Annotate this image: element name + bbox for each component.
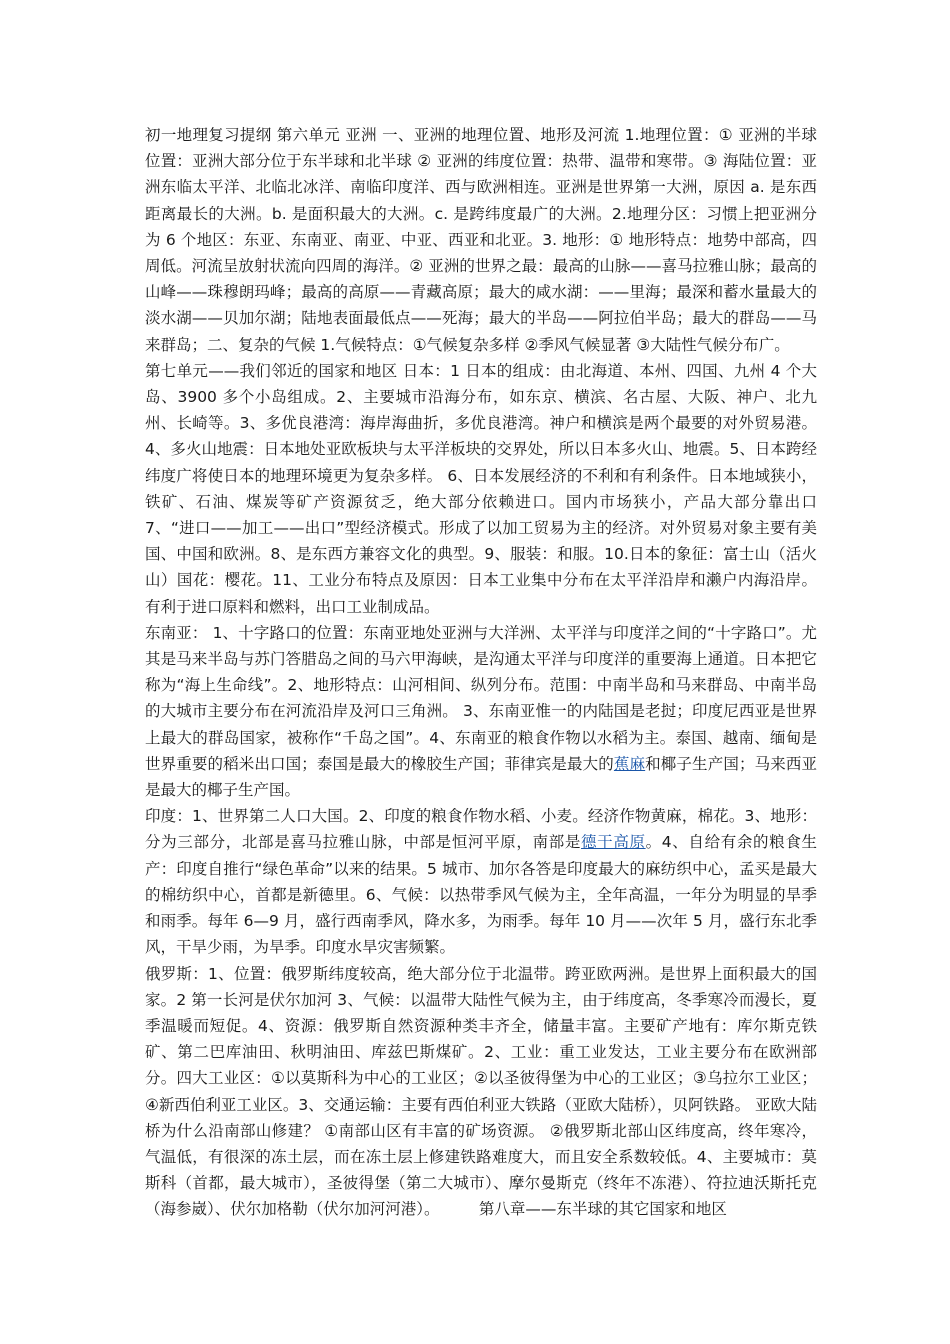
deccan-plateau-link[interactable]: 德干高原 xyxy=(581,833,646,852)
paragraph-india-text-end: 。4、自给有余的粮食生产：印度自推行“绿色革命”以来的结果。5 城市、加尔各答是印度最大的麻纺织中心，孟买是最大的棉纺织中心，首都是新德里。6、气候：以热带季风气候为主，全年高温，一年分为明显的旱季和雨季。每年 6—9 月，盛行西南季风，降水多，为雨季。每年 10 月——次年 5 月，盛行东北季风，干旱少雨，为旱季。印度水旱灾害频繁。 xyxy=(145,833,817,957)
paragraph-india xyxy=(145,803,817,960)
document-body xyxy=(145,122,817,1223)
paragraph-southeast-asia-text: 东南亚： 1、十字路口的位置：东南亚地处亚洲与大洋洲、太平洋与印度洋之间的“十字路口”。尤其是马来半岛与苏门答腊岛之间的马六甲海峡，是沟通太平洋与印度洋的重要海上通道。日本把它称为“海上生命线”。2、地形特点：山河相间、纵列分布。范围：中南半岛和马来群岛、中南半岛的大城市主要分布在河流沿岸及河口三角洲。 3、东南亚惟一的内陆国是老挝；印度尼西亚是世界上最大的群岛国家，被称作“千岛之国”。4、东南亚的粮食作物以水稻为主。泰国、越南、缅甸是世界重要的稻米出口国；泰国是最大的橡胶生产国；菲律宾是最大的 xyxy=(145,623,817,773)
abaca-link[interactable]: 蕉麻 xyxy=(613,754,646,773)
paragraph-japan: 第七单元——我们邻近的国家和地区 日本：1 日本的组成：由北海道、本州、四国、九州 4 个大岛、3900 多个小岛组成。2、主要城市沿海分布，如东京、横滨、名古屋、大阪、神户、北九州、长崎等。3、多优良港湾：海岸海曲折，多优良港湾。神户和横滨是两个最要的对外贸易港。4、多火山地震：日本地处亚欧板块与太平洋板块的交界处，所以日本多火山、地震。5、日本跨经纬度广将使日本的地理环境更为复杂多样。 6、日本发展经济的不利和有利条件。日本地域狭小，铁矿、石油、煤炭等矿产资源贫乏，绝大部分依赖进口。国内市场狭小，产品大部分靠出口 7、“进口——加工——出口”型经济模式。形成了以加工贸易为主的经济。对外贸易对象主要有美国、中国和欧洲。8、是东西方兼容文化的典型。9、服装：和服。10.日本的象征：富士山（活火山）国花：樱花。11、工业分布特点及原因：日本工业集中分布在太平洋沿岸和濑户内海沿岸。 有利于进口原料和燃料，出口工业制成品。 xyxy=(145,361,817,616)
paragraph-asia: 初一地理复习提纲 第六单元 亚洲 一、亚洲的地理位置、地形及河流 1.地理位置：① 亚洲的半球位置：亚洲大部分位于东半球和北半球 ② 亚洲的纬度位置：热带、温带和寒带。③ 海陆位置：亚洲东临太平洋、北临北冰洋、南临印度洋、西与欧洲相连。亚洲是世界第一大洲，原因 a. 是东西距离最长的大洲。b. 是面积最大的大洲。c. 是跨纬度最广的大洲。2.地理分区：习惯上把亚洲分为 6 个地区：东亚、东南亚、南亚、中亚、西亚和北亚。3. 地形：① 地形特点：地势中部高，四周低。河流呈放射状流向四周的海洋。② 亚洲的世界之最：最高的山脉——喜马拉雅山脉；最高的山峰——珠穆朗玛峰；最高的高原——青藏高原；最大的咸水湖：——里海；最深和蓄水量最大的淡水湖——贝加尔湖；陆地表面最低点——死海；最大的半岛——阿拉伯半岛；最大的群岛——马来群岛；二、复杂的气候 1.气候特点：①气候复杂多样 ②季风气候显著 ③大陆性气候分布广。 xyxy=(145,126,817,354)
paragraph-russia: 俄罗斯：1、位置：俄罗斯纬度较高，绝大部分位于北温带。跨亚欧两洲。是世界上面积最大的国家。2 第一长河是伏尔加河 3、气候：以温带大陆性气候为主，由于纬度高，冬季寒冷而漫长，夏季温暖而短促。4、资源：俄罗斯自然资源种类丰齐全，储量丰富。主要矿产地有：库尔斯克铁矿、第二巴库油田、秋明油田、库兹巴斯煤矿。2、工业：重工业发达，工业主要分布在欧洲部分。四大工业区：①以莫斯科为中心的工业区；②以圣彼得堡为中心的工业区；③乌拉尔工业区；④新西伯利亚工业区。3、交通运输：主要有西伯利亚大铁路（亚欧大陆桥），贝阿铁路。 亚欧大陆桥为什么沿南部山修建？ ①南部山区有丰富的矿场资源。 ②俄罗斯北部山区纬度高，终年寒冷，气温低，有很深的冻土层，而在冻土层上修建铁路难度大，而且安全系数较低。4、主要城市：莫斯科（首都，最大城市），圣彼得堡（第二大城市）、摩尔曼斯克（终年不冻港）、符拉迪沃斯托克（海参崴）、伏尔加格勒（伏尔加河河港）。 第八章——东半球的其它国家和地区 xyxy=(145,964,817,1219)
paragraph-southeast-asia-text-end: 和椰子生产国；马来西亚是最大的椰子生产国。 xyxy=(145,754,817,800)
paragraph-southeast-asia xyxy=(145,620,817,803)
paragraph-india-text: 印度：1、世界第二人口大国。2、印度的粮食作物水稻、小麦。经济作物黄麻，棉花。3、地形：分为三部分，北部是喜马拉雅山脉，中部是恒河平原，南部是 xyxy=(145,807,817,852)
